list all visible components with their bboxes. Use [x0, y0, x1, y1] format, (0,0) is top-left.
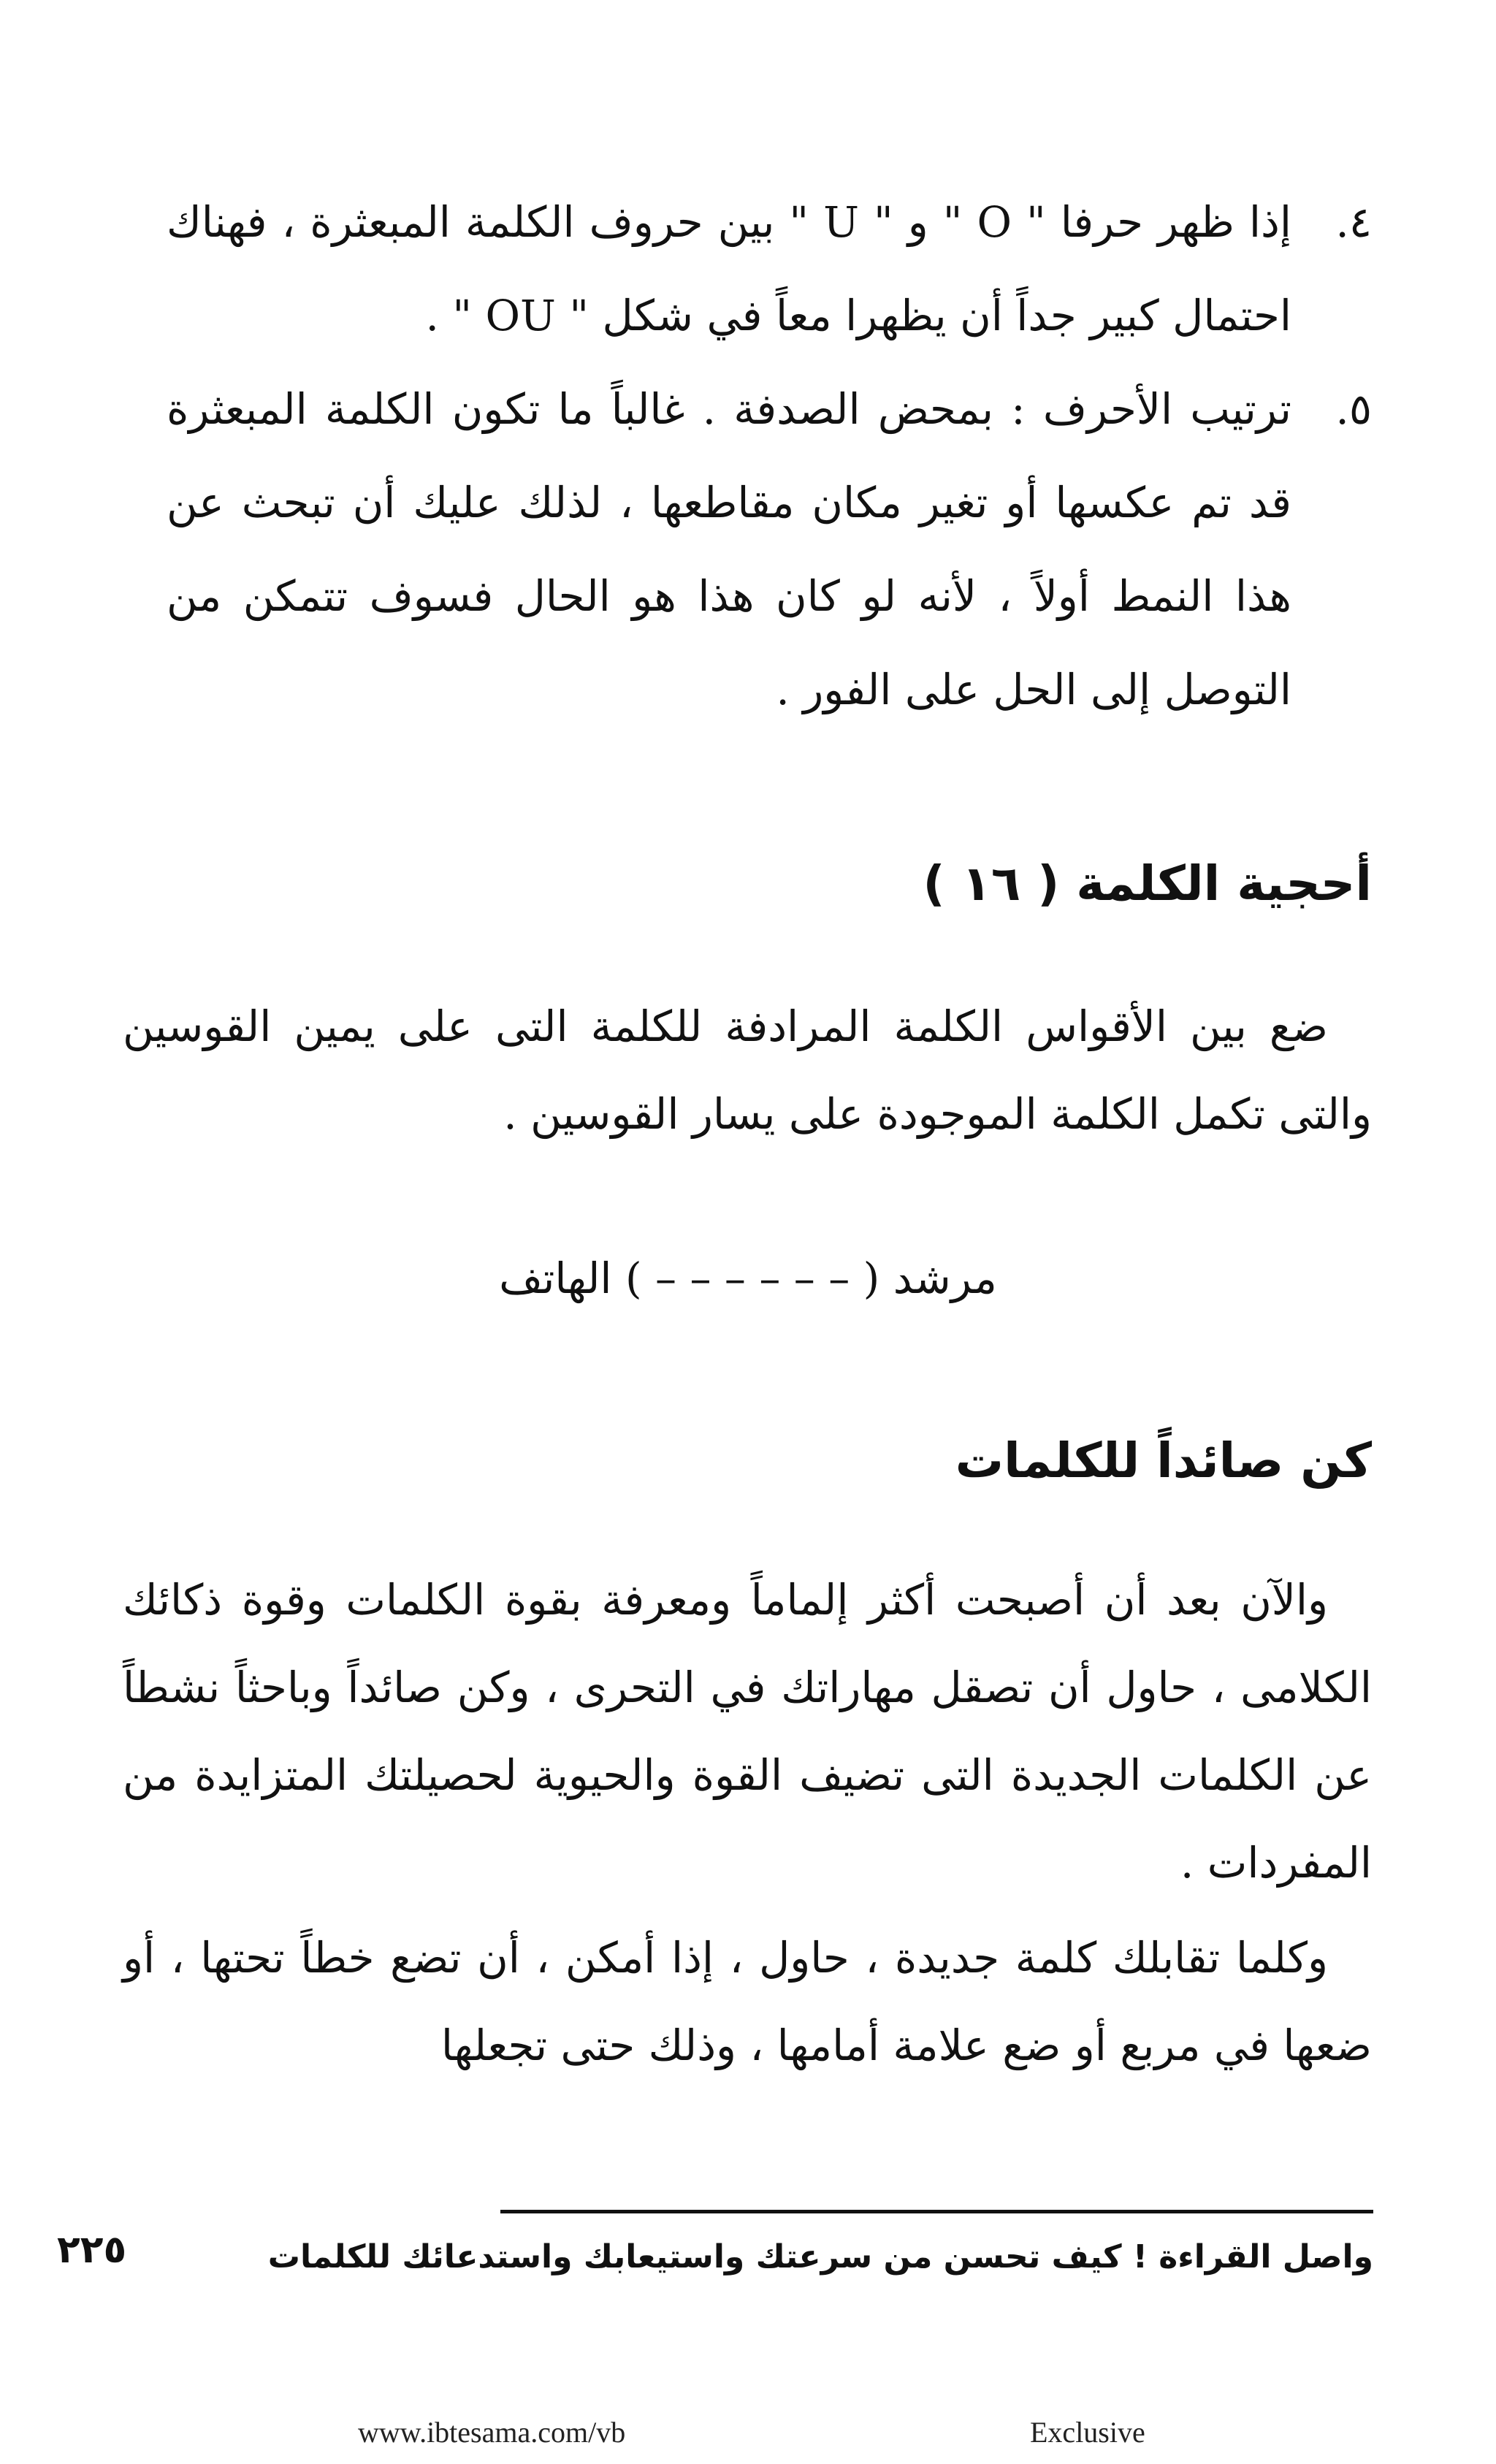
- puzzle-question: مرشد ( – – – – – – ) الهاتف: [499, 1254, 997, 1303]
- watermark-label: Exclusive: [1030, 2416, 1145, 2449]
- watermark-url: www.ibtesama.com/vb: [358, 2416, 626, 2449]
- list-item-5: [167, 362, 1372, 736]
- running-footer-title: واصل القراءة ! كيف تحسن من سرعتك واستيعابك واستدعائك للكلمات: [267, 2238, 1373, 2276]
- section-heading-word-hunter: كن صائداً للكلمات: [955, 1433, 1372, 1489]
- paragraph: والآن بعد أن أصبحت أكثر إلماماً ومعرفة بقوة الكلمات وقوة ذكائك الكلامى ، حاول أن تصقل مهاراتك في التحرى ، وكن صائداً وباحثاً نشطاً عن الكلمات الجديدة التى تضيف القوة والحيوية لحصيلتك المتزايدة من المفردات .: [123, 1575, 1372, 1888]
- section-heading-puzzle: أحجية الكلمة ( ١٦ ): [923, 855, 1372, 912]
- page-number: ٢٢٥: [57, 2228, 127, 2272]
- list-item-4: [167, 175, 1372, 362]
- list-text: إذا ظهر حرفا " O " و " U " بين حروف الكلمة المبعثرة ، فهناك احتمال كبير جداً أن يظهرا معاً في شكل " OU " .: [167, 197, 1291, 340]
- paragraph: وكلما تقابلك كلمة جديدة ، حاول ، إذا أمكن ، أن تضع خطاً تحتها ، أو ضعها في مربع أو ضع علامة أمامها ، وذلك حتى تجعلها: [123, 1933, 1372, 2070]
- list-number: ٤.: [1335, 197, 1372, 247]
- list-text: ترتيب الأحرف : بمحض الصدفة . غالباً ما تكون الكلمة المبعثرة قد تم عكسها أو تغير مكان مقاطعها ، لذلك عليك أن تبحث عن هذا النمط أولاً ، لأنه لو كان هذا هو الحال فسوف تتمكن من التوصل إلى الحل على الفور .: [167, 384, 1291, 714]
- list-number: ٥.: [1335, 384, 1372, 434]
- footer-divider: [500, 2210, 1373, 2213]
- puzzle-instructions: ضع بين الأقواس الكلمة المرادفة للكلمة التى على يمين القوسين والتى تكمل الكلمة الموجودة على يسار القوسين .: [123, 1002, 1372, 1139]
